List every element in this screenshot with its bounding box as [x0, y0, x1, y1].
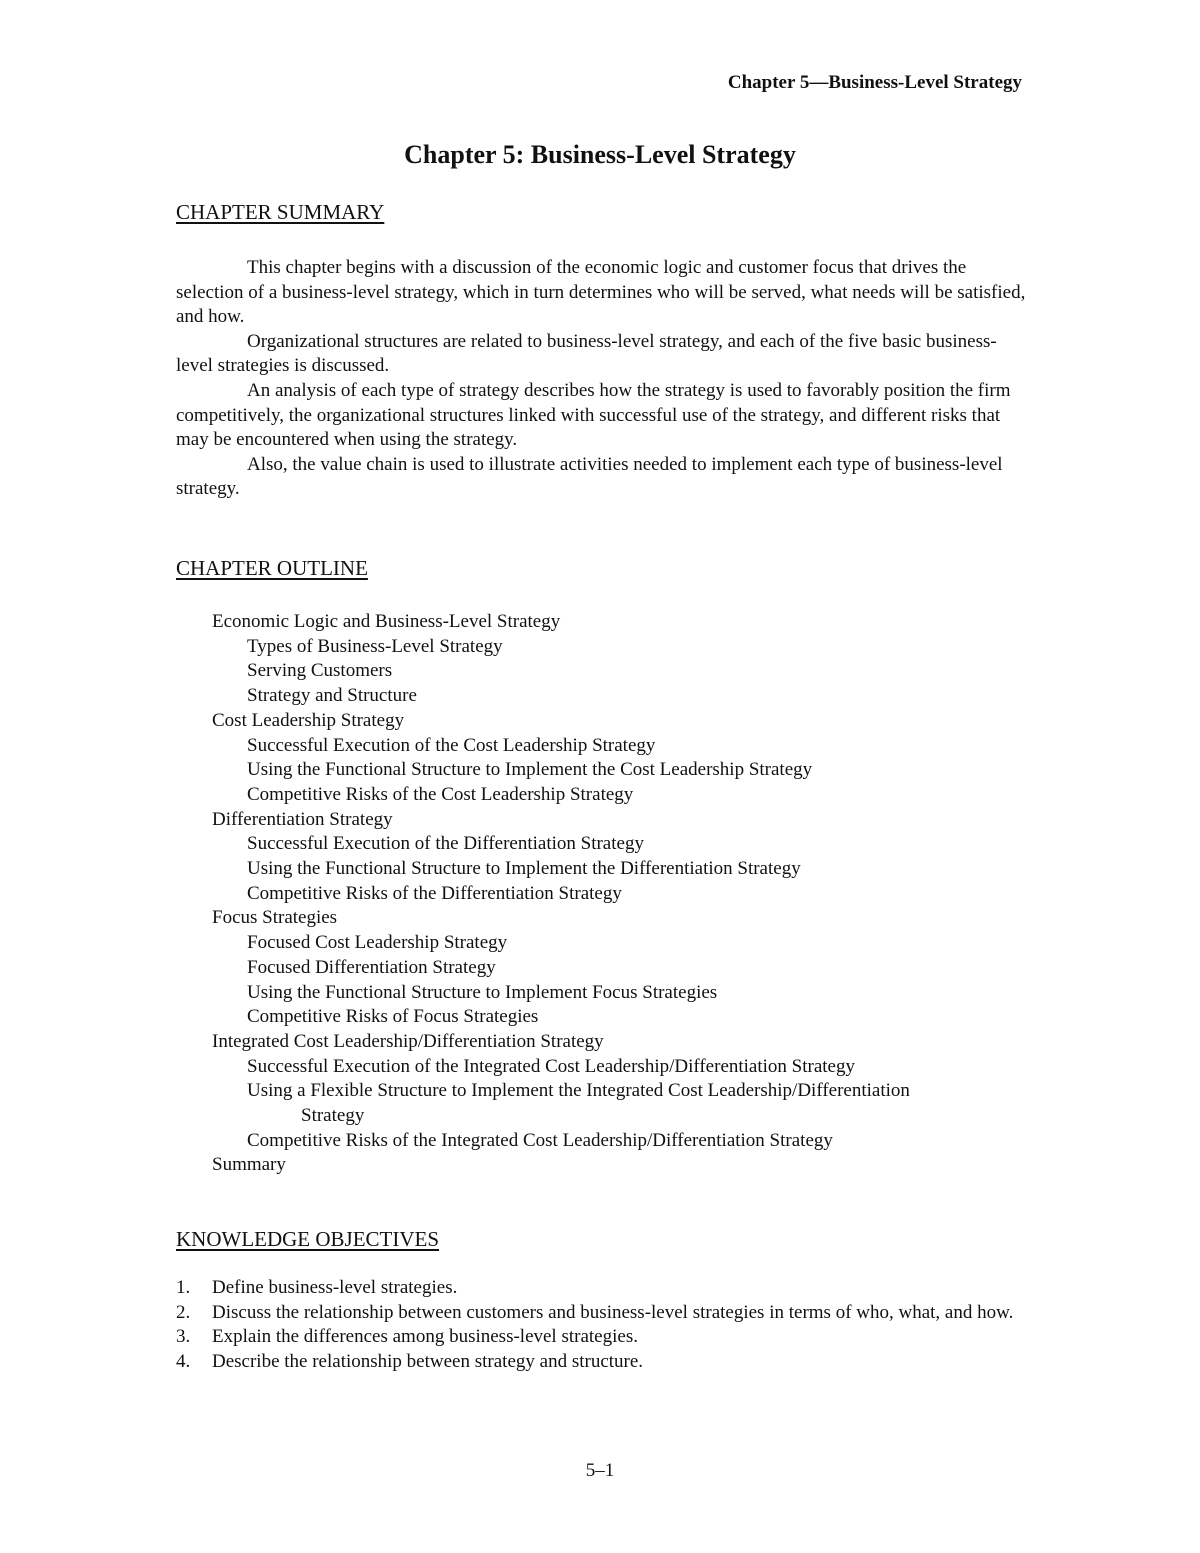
objective-text: Define business-level strategies. [212, 1277, 458, 1298]
outline-section: Summary [212, 1154, 286, 1176]
outline-subsection: Using the Functional Structure to Implement the Differentiation Strategy [247, 858, 801, 880]
outline-subsection: Strategy and Structure [247, 685, 417, 707]
outline-section: Focus Strategies [212, 907, 338, 929]
outline-section: Differentiation Strategy [212, 808, 393, 830]
outline-subsection: Using a Flexible Structure to Implement the Integrated Cost Leadership/Differentiation [247, 1080, 910, 1102]
knowledge-objectives-heading: KNOWLEDGE OBJECTIVES [176, 1227, 440, 1251]
outline-subsection: Successful Execution of the Cost Leadership Strategy [247, 734, 656, 756]
outline-subsection: Successful Execution of the Integrated Cost Leadership/Differentiation Strategy [247, 1055, 855, 1077]
knowledge-objectives [176, 1276, 1026, 1374]
summary-paragraph: An analysis of each type of strategy describes how the strategy is used to favorably position the firm competitively, the organizational structures linked with successful use of the strategy, and different risks that may be encountered when using the strategy. [176, 379, 1011, 451]
outline-section: Integrated Cost Leadership/Differentiation Strategy [212, 1030, 604, 1052]
outline-subsection: Using the Functional Structure to Implement Focus Strategies [247, 981, 718, 1003]
outline-subsection: Types of Business-Level Strategy [247, 635, 503, 657]
objective-item [176, 1350, 1026, 1375]
objective-number: 3. [176, 1326, 191, 1348]
objective-number: 1. [176, 1277, 191, 1298]
outline-subsection: Focused Differentiation Strategy [247, 956, 496, 978]
outline-section: Cost Leadership Strategy [212, 709, 405, 731]
objective-text: Describe the relationship between strategy and structure. [212, 1350, 644, 1372]
page-title: Chapter 5: Business-Level Strategy [404, 140, 796, 169]
objective-item [176, 1301, 1026, 1326]
outline-subsection: Competitive Risks of Focus Strategies [247, 1006, 539, 1028]
objective-item [176, 1325, 1026, 1350]
objective-text: Explain the differences among business-level strategies. [212, 1326, 638, 1348]
summary-paragraph: Organizational structures are related to business-level strategy, and each of the five basic business-level strategies is discussed. [176, 330, 997, 377]
objective-text: Discuss the relationship between customers and business-level strategies in terms of who, what, and how. [212, 1301, 1014, 1323]
outline-subsection: Serving Customers [247, 660, 393, 682]
chapter-summary [176, 256, 1026, 502]
objective-number: 4. [176, 1350, 191, 1372]
summary-paragraph: This chapter begins with a discussion of the economic logic and customer focus that drives the selection of a business-level strategy, which in turn determines who will be served, what needs will be satisfied, and how. [176, 257, 1026, 328]
chapter-summary-heading: CHAPTER SUMMARY [176, 200, 385, 224]
outline-subsection: Using the Functional Structure to Implement the Cost Leadership Strategy [247, 759, 813, 781]
running-header: Chapter 5—Business-Level Strategy [727, 72, 1022, 93]
outline-section: Economic Logic and Business-Level Strategy [212, 611, 561, 632]
objective-number: 2. [176, 1301, 191, 1323]
outline-subsection: Competitive Risks of the Differentiation Strategy [247, 882, 622, 904]
page-number: 5–1 [585, 1460, 615, 1481]
outline-subsection-continued: Strategy [301, 1105, 365, 1127]
outline-subsection: Competitive Risks of the Integrated Cost Leadership/Differentiation Strategy [247, 1129, 833, 1151]
summary-paragraph: Also, the value chain is used to illustrate activities needed to implement each type of business-level strategy. [176, 453, 1003, 500]
objective-item [176, 1276, 1026, 1301]
outline-subsection: Successful Execution of the Differentiation Strategy [247, 833, 644, 855]
chapter-outline-heading: CHAPTER OUTLINE [176, 556, 368, 580]
outline-subsection: Focused Cost Leadership Strategy [247, 932, 508, 954]
outline-subsection: Competitive Risks of the Cost Leadership Strategy [247, 783, 634, 805]
chapter-outline [212, 610, 1022, 1178]
